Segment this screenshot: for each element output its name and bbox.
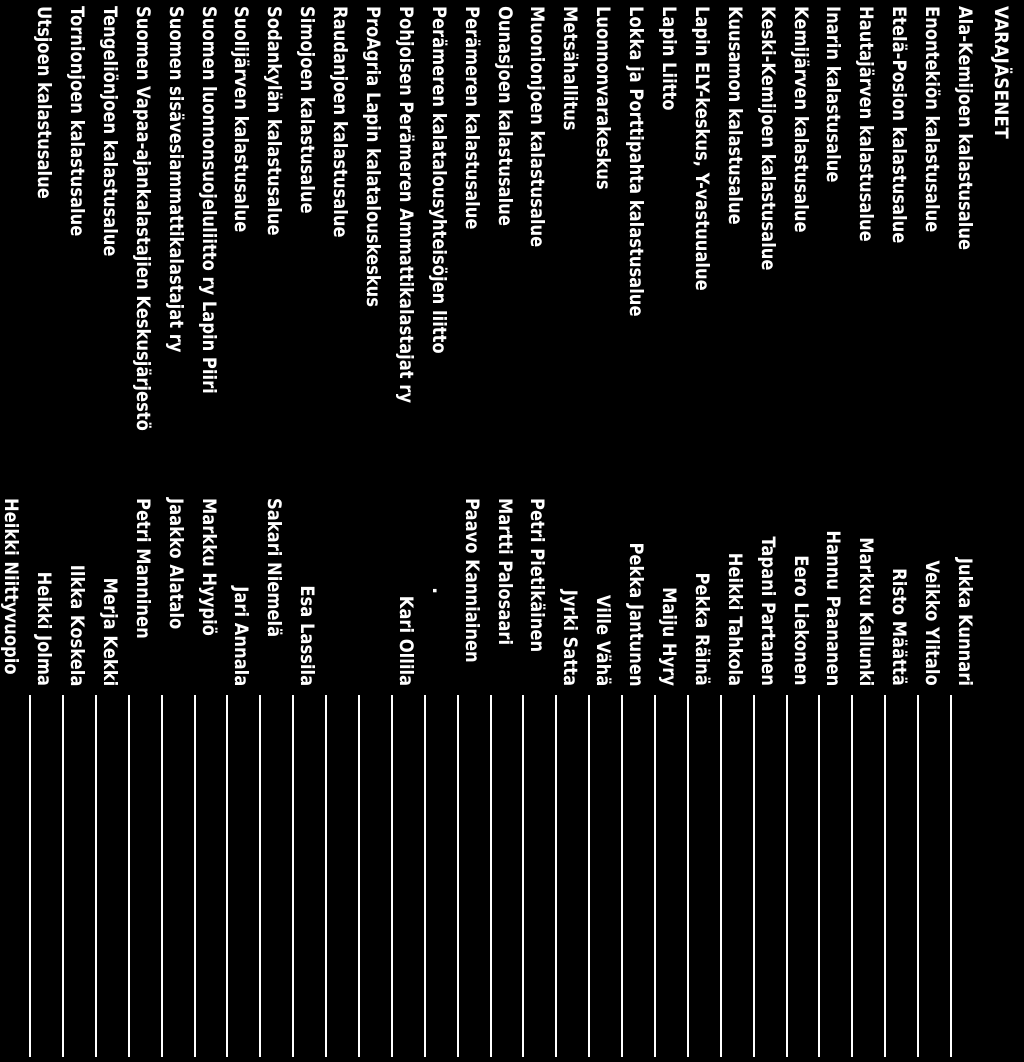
organization-name: Etelä-Posion kalastusalue [888,6,911,244]
section-heading: VARAJÄSENET [990,6,1012,139]
signature-line [292,695,294,1057]
signature-line [194,695,196,1057]
organization-name: Sodankylän kalastusalue [263,6,286,236]
list-item [353,0,386,1062]
signature-line [818,695,820,1057]
organization-name: Lapin Liitto [657,6,680,111]
list-item [945,0,978,1062]
organization-name: Muonionjoen kalastusalue [526,6,549,248]
member-name: Tapani Partanen [756,536,779,686]
member-name: Ilkka Koskela [65,564,88,686]
signature-line [457,695,459,1057]
list-item [57,0,90,1062]
list-item [583,0,616,1062]
list-item [912,0,945,1062]
member-name: Eero Liekonen [789,555,812,686]
organization-name: Tengeliönjoen kalastusalue [98,6,121,257]
organization-name: Raudanjoen kalastusalue [329,6,352,238]
list-item [518,0,551,1062]
organization-name: Inarin kalastusalue [822,6,845,183]
organization-name: Pohjoisen Perämeren Ammattikalastajat ry [394,6,417,403]
member-name: Jukka Kunnari [954,557,976,686]
list-item [846,0,879,1062]
list-item [189,0,222,1062]
organization-name: Suomen sisävesiammattikalastajat ry [164,6,187,353]
signature-line [29,695,31,1057]
member-name: Heikki Tahkola [723,552,746,686]
organization-name: Lapin ELY-keskus, Y-vastuualue [690,6,713,291]
organization-name: Perämeren kalatalousyhteisöjen liitto [427,6,450,354]
organization-name: Hautajärven kalastusalue [855,6,878,242]
list-item [682,0,715,1062]
list-item [649,0,682,1062]
signature-line [753,695,755,1057]
signature-line [95,695,97,1057]
member-name: Risto Määttä [888,568,911,686]
member-name: Heikki Niittyvuopio [0,498,23,675]
signature-line [917,695,919,1057]
list-item [0,0,24,1062]
member-name: Petri Pietikäinen [526,498,549,653]
list-item [419,0,452,1062]
list-item [452,0,485,1062]
organization-name: Luonnonvarakeskus [592,6,615,190]
organization-name: Metsähallitus [559,6,582,131]
dot-mark: . [427,587,450,595]
organization-name: Simojoen kalastusalue [296,6,319,214]
signature-line [226,695,228,1057]
signature-line [490,695,492,1057]
member-name: Jyrki Satta [559,589,582,686]
list-item [123,0,156,1062]
member-name: Martti Palosaari [493,498,516,646]
signature-line [621,695,623,1057]
list-item [156,0,189,1062]
signature-line [62,695,64,1057]
organization-name: Suomen Vapaa-ajankalastajien Keskusjärjestö [131,6,154,431]
signature-line [786,695,788,1057]
list-item [222,0,255,1062]
member-name: Pekka Räinä [690,572,713,686]
organization-name: Lokka ja Porttipahta kalastusalue [625,6,648,317]
member-name: Markku Kallunki [855,536,878,686]
signature-line [654,695,656,1057]
signature-line [259,695,261,1057]
member-name: Sakari Niemelä [263,498,286,638]
signature-line [720,695,722,1057]
list-item [781,0,814,1062]
list-item [814,0,847,1062]
list-item [254,0,287,1062]
member-name: Esa Lassila [296,585,319,686]
organization-name: Utsjoen kalastusalue [33,6,56,199]
list-item [485,0,518,1062]
organization-name: ProAgria Lapin kalatalouskeskus [361,6,384,308]
member-name: Petri Manninen [131,498,154,639]
organization-name: Kemijärven kalastusalue [789,6,812,233]
organization-name: Enontekiön kalastusalue [921,6,944,233]
signature-line [391,695,393,1057]
member-name: Markku Hyypiö [197,498,220,636]
signature-line [950,695,952,1057]
organization-name: Suolijärven kalastusalue [230,6,253,233]
list-item [90,0,123,1062]
member-name: Veikko Ylitalo [921,560,944,686]
signature-line [588,695,590,1057]
list-item [287,0,320,1062]
list-item [748,0,781,1062]
member-name: Pekka Jantunen [625,541,648,686]
member-name: Paavo Kanniainen [460,498,483,663]
signature-line [555,695,557,1057]
organization-name: Tornionjoen kalastusalue [65,6,88,237]
list-item [320,0,353,1062]
organization-name: Ounasjoen kalastusalue [493,6,516,226]
signature-line [424,695,426,1057]
signature-line [687,695,689,1057]
signature-line [522,695,524,1057]
list-item [24,0,57,1062]
signature-line [884,695,886,1057]
organization-name: Kuusamon kalastusalue [723,6,746,225]
list-item [715,0,748,1062]
signature-line [128,695,130,1057]
member-name: Jaakko Alatalo [164,498,187,630]
member-name: Merja Kekki [98,577,121,686]
list-item [386,0,419,1062]
signature-line [358,695,360,1057]
list-item [879,0,912,1062]
member-name: Ville Vähä [592,594,615,686]
member-name: Kari Ollila [394,595,417,686]
list-item [616,0,649,1062]
member-name: Maiju Hyry [657,587,680,686]
organization-name: Perämeren kalastusalue [460,6,483,230]
list-item [550,0,583,1062]
member-name: Heikki Jolma [33,571,56,686]
signature-line [325,695,327,1057]
member-name: Hannu Paananen [822,530,845,686]
organization-name: Keski-Kemijoen kalastusalue [756,6,779,271]
signature-line [161,695,163,1057]
signature-line [851,695,853,1057]
organization-name: Ala-Kemijoen kalastusalue [954,6,976,251]
member-name: Jari Annala [230,585,253,686]
organization-name: Suomen luonnonsuojeluliitto ry Lapin Piiri [197,6,220,394]
